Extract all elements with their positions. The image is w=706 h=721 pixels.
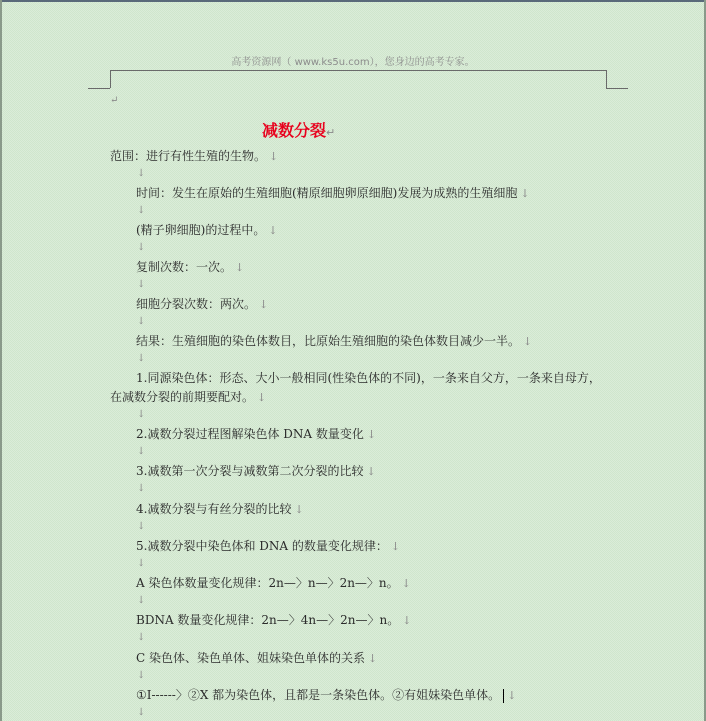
paragraph-mark-icon: ↵ [326, 126, 336, 139]
text-line[interactable]: 细胞分裂次数：两次。 ↓ [136, 297, 269, 311]
line-break-icon: ↓ [390, 540, 401, 553]
line-break-icon: ↓ [137, 353, 146, 364]
line-break-icon: ↓ [137, 409, 146, 420]
text-cursor [503, 689, 504, 703]
header-corner-right-foot [606, 88, 628, 89]
line-break-icon: ↓ [137, 521, 146, 532]
text-line[interactable]: (精子卵细胞)的过程中。 ↓ [136, 223, 278, 237]
line-break-icon: ↓ [507, 689, 517, 702]
line-break-icon: ↓ [137, 168, 146, 179]
window-top-border [0, 0, 706, 2]
text-line[interactable]: 5.减数分裂中染色体和 DNA 的数量变化规律： ↓ [136, 539, 401, 553]
line-break-icon: ↓ [137, 670, 146, 681]
line-break-icon: ↓ [268, 224, 278, 237]
line-break-icon: ↓ [137, 483, 146, 494]
header-corner-left-foot [88, 88, 110, 89]
text-line[interactable]: 3.减数第一次分裂与减数第二次分裂的比较 ↓ [136, 464, 376, 478]
line-break-icon: ↓ [294, 503, 304, 516]
line-break-icon: ↓ [259, 298, 269, 311]
line-break-icon: ↓ [137, 632, 146, 643]
header-rule [110, 70, 606, 71]
title-text: 减数分裂 [262, 121, 327, 140]
line-break-icon: ↓ [401, 577, 411, 590]
text-line[interactable]: 1.同源染色体：形态、大小一般相同(性染色体的不同)，一条来自父方，一条来自母方， [136, 371, 601, 385]
text-line[interactable]: 时间：发生在原始的生殖细胞(精原细胞卵原细胞)发展为成熟的生殖细胞 ↓ [136, 186, 530, 200]
line-break-icon: ↓ [137, 316, 146, 327]
line-break-icon: ↓ [235, 261, 245, 274]
line-break-icon: ↓ [137, 707, 146, 718]
text-line[interactable]: 2.减数分裂过程图解染色体 DNA 数量变化 ↓ [136, 427, 377, 441]
text-line[interactable]: 复制次数：一次。 ↓ [136, 260, 245, 274]
line-break-icon: ↓ [137, 242, 146, 253]
line-break-icon: ↓ [257, 391, 267, 404]
text-line[interactable]: ①I------〉②X 都为染色体，且都是一条染色体。②有姐妹染色单体。 ↓ [136, 688, 517, 702]
page-header-text: 高考资源网（ www.ks5u.com），您身边的高考专家。 [231, 57, 475, 68]
line-break-icon: ↓ [137, 595, 146, 606]
line-break-icon: ↓ [269, 150, 279, 163]
text-line[interactable]: 结果：生殖细胞的染色体数目，比原始生殖细胞的染色体数目减少一半。 ↓ [136, 334, 533, 348]
header-corner-right [606, 70, 607, 88]
line-break-icon: ↓ [137, 558, 146, 569]
document-title[interactable] [262, 118, 335, 141]
line-break-icon: ↓ [523, 335, 533, 348]
line-break-icon: ↓ [368, 652, 378, 665]
text-line[interactable]: BDNA 数量变化规律：2n—〉4n—〉2n—〉n。 ↓ [136, 613, 412, 627]
header-corner-left [110, 70, 111, 88]
return-mark-icon: ↵ [110, 95, 119, 106]
text-line[interactable]: 范围：进行有性生殖的生物。 ↓ [110, 149, 279, 163]
text-line[interactable]: A 染色体数量变化规律：2n—〉n—〉2n—〉n。 ↓ [136, 576, 411, 590]
line-break-icon: ↓ [137, 279, 146, 290]
line-break-icon: ↓ [366, 428, 377, 441]
line-break-icon: ↓ [520, 187, 530, 200]
line-break-icon: ↓ [137, 205, 146, 216]
text-line[interactable]: 在减数分裂的前期要配对。 ↓ [110, 390, 267, 404]
line-break-icon: ↓ [366, 465, 376, 478]
line-break-icon: ↓ [402, 614, 412, 627]
text-line[interactable]: C 染色体、染色单体、姐妹染色单体的关系 ↓ [136, 651, 378, 665]
line-break-icon: ↓ [137, 446, 146, 457]
text-line[interactable]: 4.减数分裂与有丝分裂的比较 ↓ [136, 502, 304, 516]
window-left-border [0, 0, 2, 721]
